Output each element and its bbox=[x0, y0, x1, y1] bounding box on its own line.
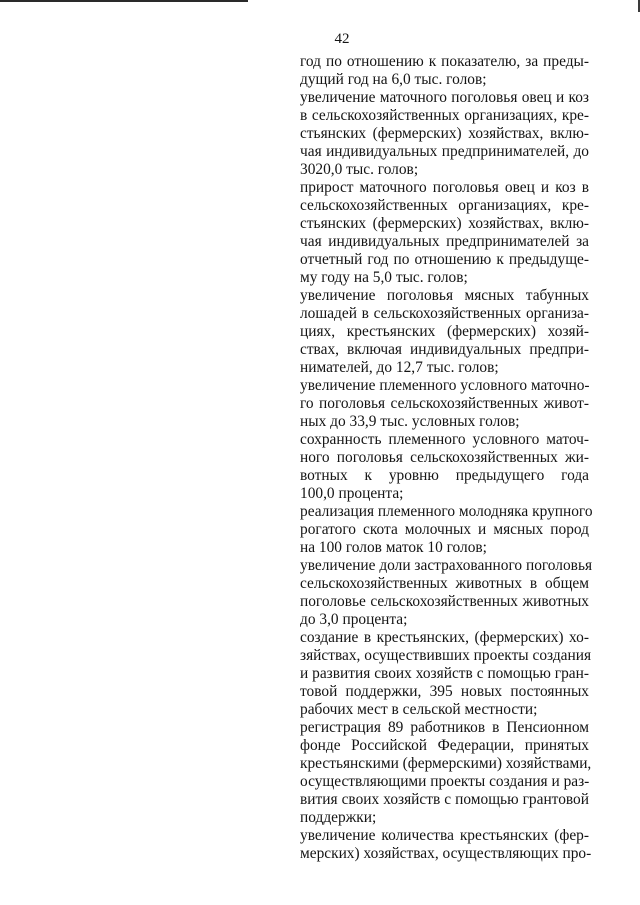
text-line: регистрация 89 работников в Пенсионном bbox=[300, 719, 589, 736]
text-line: на 100 голов маток 10 голов; bbox=[300, 539, 487, 556]
text-line: чая индивидуальных предпринимателей, до bbox=[300, 143, 589, 160]
list-item bbox=[300, 503, 593, 557]
list-item bbox=[300, 89, 589, 179]
text-line: мерских) хозяйствах, осуществляющих про- bbox=[300, 845, 592, 862]
text-line: поддержки; bbox=[300, 809, 377, 826]
text-line: поголовье сельскохозяйственных животных bbox=[300, 593, 589, 610]
text-line: нимателей, до 12,7 тыс. голов; bbox=[300, 359, 499, 376]
text-line: циях, крестьянских (фермерских) хозяй- bbox=[300, 323, 589, 340]
text-line: ствах, включая индивидуальных предпри- bbox=[300, 341, 589, 358]
list-item bbox=[300, 179, 589, 287]
text-line: и развития своих хозяйств с помощью гран- bbox=[300, 665, 589, 682]
text-line: стьянских (фермерских) хозяйствах, вклю- bbox=[300, 125, 589, 142]
text-line: вотных к уровню предыдущего года bbox=[300, 467, 589, 484]
text-line: дущий год на 6,0 тыс. голов; bbox=[300, 71, 487, 88]
list-item bbox=[300, 377, 589, 431]
list-item bbox=[300, 827, 592, 863]
text-line: 100,0 процента; bbox=[300, 485, 404, 502]
text-line: стьянских (фермерских) хозяйствах, вклю- bbox=[300, 215, 589, 232]
text-line: увеличение доли застрахованного поголовья bbox=[300, 557, 593, 574]
text-line: увеличение маточного поголовья овец и коз bbox=[300, 89, 589, 106]
text-column bbox=[300, 53, 593, 863]
list-item bbox=[300, 719, 592, 827]
text-line: отчетный год по отношению к предыдуще- bbox=[300, 251, 589, 268]
text-line: сохранность племенного условного маточ- bbox=[300, 431, 589, 448]
text-line: прирост маточного поголовья овец и коз в bbox=[300, 179, 589, 196]
text-line: фонде Российской Федерации, принятых bbox=[300, 737, 589, 754]
list-item bbox=[300, 629, 592, 719]
text-line: крестьянскими (фермерскими) хозяйствами, bbox=[300, 755, 592, 772]
text-line: в сельскохозяйственных организациях, кре- bbox=[300, 107, 589, 124]
scan-edge-line bbox=[0, 0, 248, 2]
text-line: рабочих мест в сельской местности; bbox=[300, 701, 538, 718]
text-line: ных до 33,9 тыс. условных голов; bbox=[300, 413, 520, 430]
text-line: зяйствах, осуществивших проекты создания bbox=[300, 647, 592, 664]
text-line: вития своих хозяйств с помощью грантовой bbox=[300, 791, 589, 808]
text-line: увеличение племенного условного маточно- bbox=[300, 377, 590, 394]
list-item bbox=[300, 557, 593, 629]
text-line: ного поголовья сельскохозяйственных жи- bbox=[300, 449, 589, 466]
text-line: му году на 5,0 тыс. голов; bbox=[300, 269, 468, 286]
text-line: лошадей в сельскохозяйственных организа- bbox=[300, 305, 589, 322]
text-line: реализация племенного молодняка крупного bbox=[300, 503, 593, 520]
list-item bbox=[300, 287, 589, 377]
text-line: го поголовья сельскохозяйственных живот- bbox=[300, 395, 589, 412]
page-number: 42 bbox=[334, 31, 350, 47]
text-line: увеличение количества крестьянских (фер- bbox=[300, 827, 589, 844]
text-line: сельскохозяйственных организациях, кре- bbox=[300, 197, 589, 214]
text-line: чая индивидуальных предпринимателей за bbox=[300, 233, 589, 250]
text-line: сельскохозяйственных животных в общем bbox=[300, 575, 589, 592]
text-line: осуществляющими проекты создания и раз- bbox=[300, 773, 590, 790]
text-line: увеличение поголовья мясных табунных bbox=[300, 287, 589, 304]
text-line: создание в крестьянских, (фермерских) хо- bbox=[300, 629, 589, 646]
text-line: рогатого скота молочных и мясных пород bbox=[300, 521, 589, 538]
text-line: год по отношению к показателю, за преды- bbox=[300, 53, 589, 70]
text-line: товой поддержки, 395 новых постоянных bbox=[300, 683, 589, 700]
list-item bbox=[300, 53, 589, 89]
text-line: до 3,0 процента; bbox=[300, 611, 408, 628]
text-line: 3020,0 тыс. голов; bbox=[300, 161, 419, 178]
list-item bbox=[300, 431, 589, 503]
